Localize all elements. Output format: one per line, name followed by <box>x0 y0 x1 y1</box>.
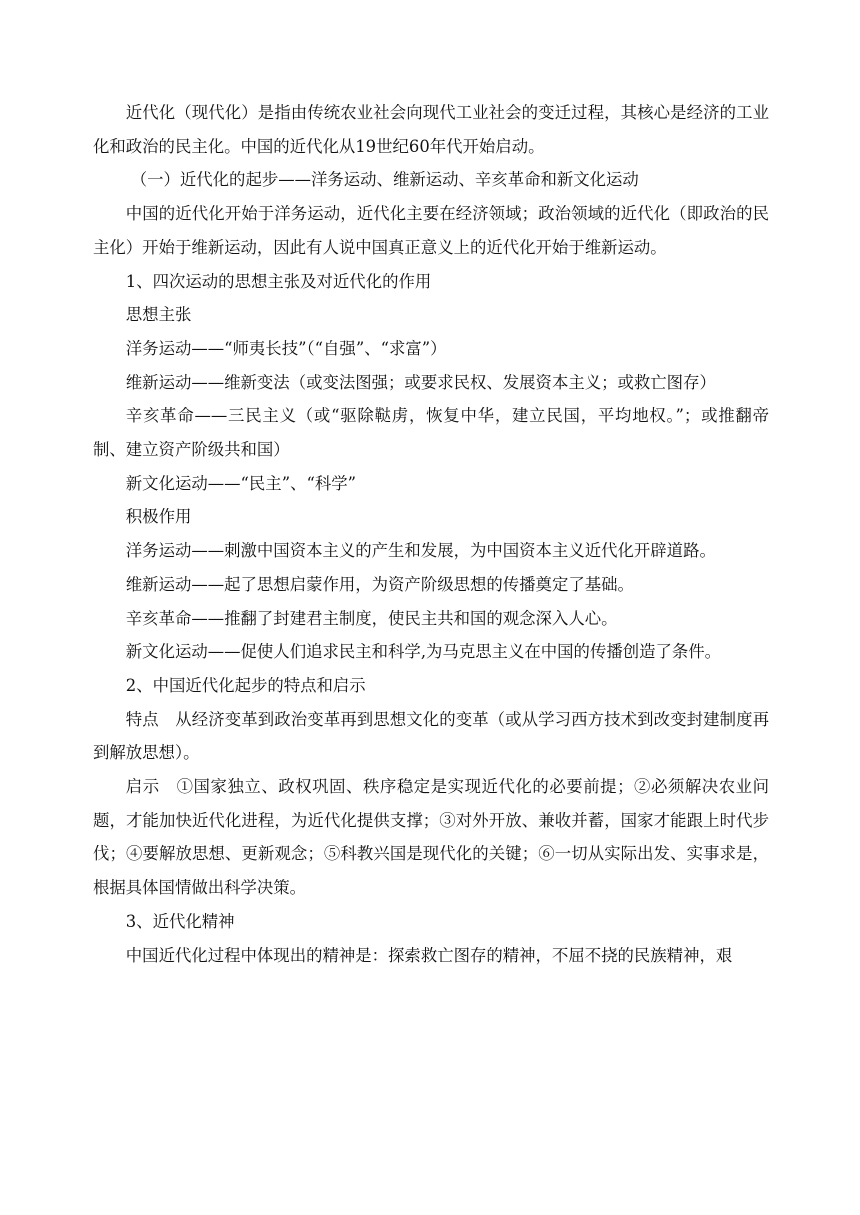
list-item: 辛亥革命——推翻了封建君主制度，使民主共和国的观念深入人心。 <box>125 608 618 628</box>
features-paragraph: 特点 从经济变革到政治变革再到思想文化的变革（或从学习西方技术到改变封建制度再到解放思想）。 <box>93 709 769 763</box>
section-heading-1: （一）近代化的起步——洋务运动、维新运动、辛亥革命和新文化运动 <box>130 170 639 190</box>
subheading-3: 3、近代化精神 <box>125 911 235 931</box>
body-paragraph: 中国的近代化开始于洋务运动，近代化主要在经济领域；政治领域的近代化（即政治的民主化）开始于维新运动，因此有人说中国真正意义上的近代化开始于维新运动。 <box>93 204 769 257</box>
lessons-paragraph: 启示 ①国家独立、政权巩固、秩序稳定是实现近代化的必要前提；②必须解决农业问题，才能加快近代化进程，为近代化提供支撑；③对外开放、兼收并蓄，国家才能跟上时代步伐；④要解放思想、更新观念；⑤科教兴国是现代化的关键；⑥一切从实际出发、实事求是，根据具体国情做出科学决策。 <box>93 777 769 898</box>
list-item: 新文化运动——“民主”、“科学” <box>125 473 357 493</box>
label-ideas: 思想主张 <box>125 305 192 325</box>
body-paragraph: 中国近代化过程中体现出的精神是：探索救亡图存的精神，不屈不挠的民族精神，艰 <box>125 945 733 965</box>
document-body <box>93 96 769 972</box>
list-item: 维新运动——维新变法（或变法图强；或要求民权、发展资本主义；或救亡图存） <box>125 372 716 392</box>
label-effects: 积极作用 <box>125 507 192 527</box>
list-item: 洋务运动——刺激中国资本主义的产生和发展，为中国资本主义近代化开辟道路。 <box>125 541 716 561</box>
subheading-2: 2、中国近代化起步的特点和启示 <box>125 675 366 695</box>
intro-paragraph: 近代化（现代化）是指由传统农业社会向现代工业社会的变迁过程，其核心是经济的工业化和政治的民主化。中国的近代化从19世纪60年代开始启动。 <box>93 103 769 156</box>
list-item: 维新运动——起了思想启蒙作用，为资产阶级思想的传播奠定了基础。 <box>125 574 634 594</box>
list-item: 洋务运动——“师夷长技”（“自强”、“求富”） <box>125 338 447 358</box>
list-item: 辛亥革命——三民主义（或“驱除鞑虏，恢复中华，建立民国，平均地权。”；或推翻帝制、建立资产阶级共和国） <box>93 406 769 460</box>
list-item: 新文化运动——促使人们追求民主和科学,为马克思主义在中国的传播创造了条件。 <box>125 642 722 662</box>
subheading-1: 1、四次运动的思想主张及对近代化的作用 <box>125 271 432 291</box>
